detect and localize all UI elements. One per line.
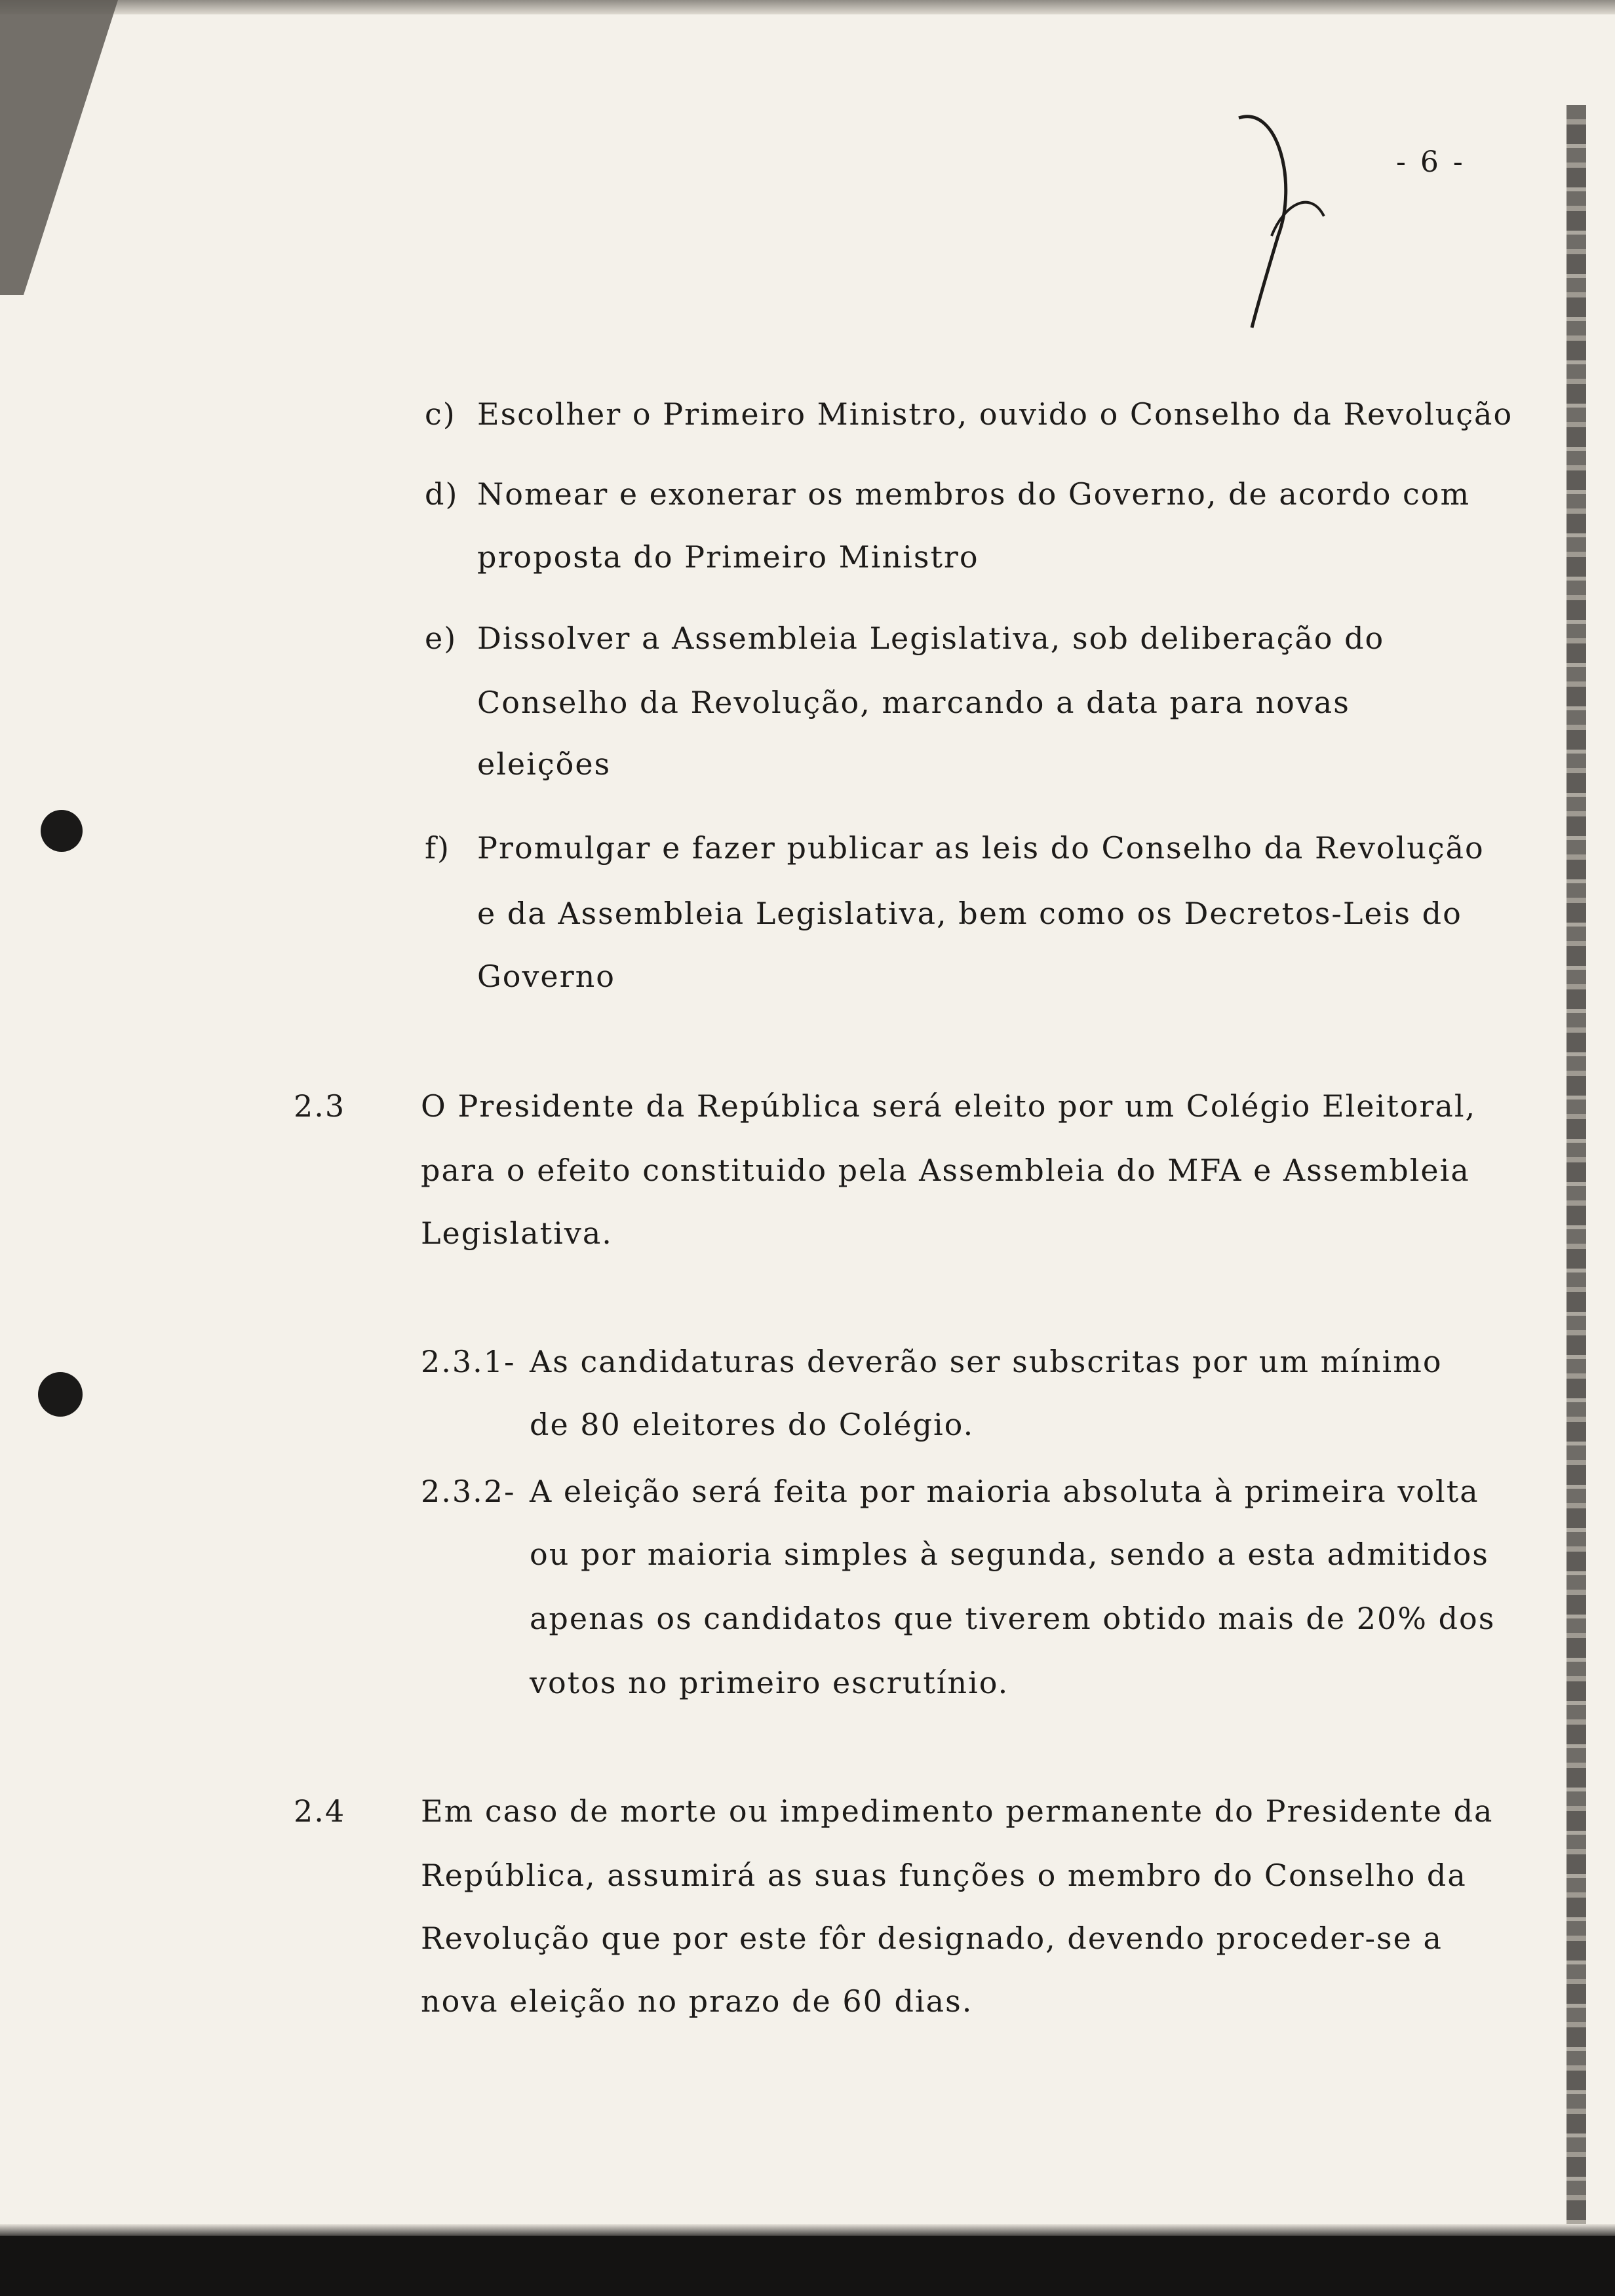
item-c-line-1: Escolher o Primeiro Ministro, ouvido o Conselho da Revolução [477, 396, 1513, 432]
item-e-line-1: Dissolver a Assembleia Legislativa, sob deliberação do [477, 621, 1385, 656]
item-label-d: d) [425, 476, 459, 512]
section-2-4-line-3: Revolução que por este fôr designado, devendo proceder-se a [421, 1921, 1443, 1956]
section-2-3-1-line-2: de 80 eleitores do Colégio. [530, 1407, 975, 1442]
section-2-3-1-line-1: As candidaturas deverão ser subscritas por um mínimo [530, 1344, 1443, 1379]
item-f-line-3: Governo [477, 959, 615, 994]
item-f-line-1: Promulgar e fazer publicar as leis do Conselho da Revolução [477, 830, 1485, 866]
section-number-2-3-1: 2.3.1- [421, 1344, 516, 1379]
handwritten-initials [1232, 105, 1344, 341]
punch-hole-bottom [38, 1372, 83, 1417]
section-number-2-3: 2.3 [294, 1088, 346, 1124]
page-number: - 6 - [1396, 145, 1466, 179]
scan-bottom-gradient [0, 2224, 1615, 2237]
section-2-3-line-3: Legislativa. [421, 1215, 613, 1251]
item-e-line-2: Conselho da Revolução, marcando a data para novas [477, 685, 1350, 720]
section-2-3-2-line-2: ou por maioria simples à segunda, sendo a esta admitidos [530, 1537, 1489, 1572]
item-label-c: c) [425, 396, 456, 432]
section-number-2-4: 2.4 [294, 1793, 346, 1829]
item-label-f: f) [425, 830, 450, 866]
item-e-line-3: eleições [477, 746, 612, 782]
section-2-3-2-line-1: A eleição será feita por maioria absoluta à primeira volta [530, 1474, 1479, 1509]
punch-hole-top [41, 810, 83, 852]
scan-right-edge [1566, 105, 1586, 2248]
scan-bottom-edge [0, 2236, 1615, 2296]
item-d-line-2: proposta do Primeiro Ministro [477, 539, 979, 575]
item-label-e: e) [425, 621, 457, 656]
section-number-2-3-2: 2.3.2- [421, 1474, 516, 1509]
section-2-3-line-2: para o efeito constituido pela Assembleia do MFA e Assembleia [421, 1153, 1470, 1188]
section-2-4-line-4: nova eleição no prazo de 60 dias. [421, 1983, 973, 2019]
section-2-3-2-line-3: apenas os candidatos que tiverem obtido mais de 20% dos [530, 1601, 1496, 1636]
section-2-4-line-2: República, assumirá as suas funções o membro do Conselho da [421, 1858, 1467, 1893]
scan-top-edge [0, 0, 1615, 14]
item-f-line-2: e da Assembleia Legislativa, bem como os Decretos-Leis do [477, 896, 1462, 931]
item-d-line-1: Nomear e exonerar os membros do Governo, de acordo com [477, 476, 1471, 512]
section-2-3-2-line-4: votos no primeiro escrutínio. [530, 1665, 1009, 1700]
section-2-4-line-1: Em caso de morte ou impedimento permanente do Presidente da [421, 1793, 1494, 1829]
section-2-3-line-1: O Presidente da República será eleito por um Colégio Eleitoral, [421, 1088, 1477, 1124]
scan-corner-shadow [0, 0, 118, 295]
